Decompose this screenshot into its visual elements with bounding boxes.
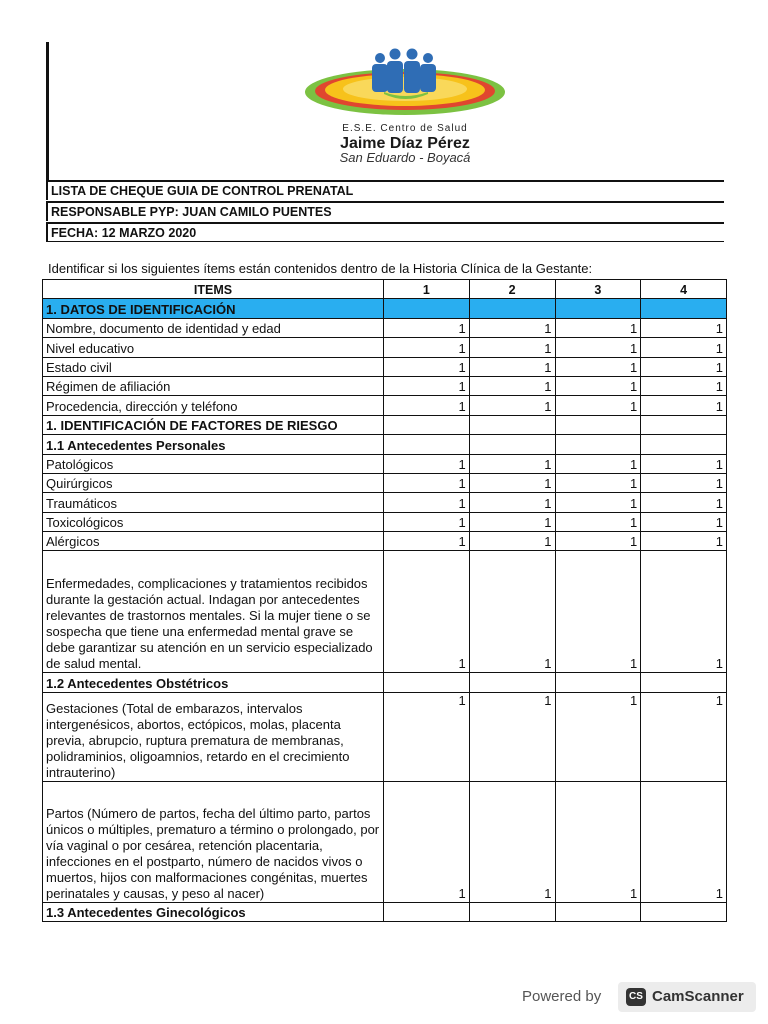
cell-value	[384, 673, 470, 692]
row-label: Patológicos	[43, 454, 384, 473]
cell-value: 1	[384, 493, 470, 512]
table-row	[43, 473, 727, 492]
cell-value: 1	[641, 781, 727, 902]
cell-value: 1	[384, 318, 470, 337]
column-header-4: 4	[641, 280, 727, 299]
cell-value	[469, 673, 555, 692]
cell-value: 1	[555, 318, 641, 337]
cell-value: 1	[641, 551, 727, 673]
cell-value	[555, 902, 641, 921]
camscanner-brand: CamScanner	[652, 988, 744, 1005]
cell-value: 1	[469, 532, 555, 551]
cell-value: 1	[555, 376, 641, 395]
cell-value	[384, 435, 470, 454]
cell-value: 1	[469, 551, 555, 673]
cell-value: 1	[641, 357, 727, 376]
table-row	[43, 781, 727, 902]
cell-value: 1	[555, 692, 641, 781]
cell-value	[469, 415, 555, 434]
row-label: 1.3 Antecedentes Ginecológicos	[43, 902, 384, 921]
cell-value	[641, 435, 727, 454]
row-label: Procedencia, dirección y teléfono	[43, 396, 384, 415]
table-row	[43, 396, 727, 415]
cell-value: 1	[384, 473, 470, 492]
subsection-row	[43, 435, 727, 454]
cell-value: 1	[469, 357, 555, 376]
camscanner-logo-icon: CS	[626, 988, 646, 1006]
cell-value: 1	[384, 692, 470, 781]
cell-value	[555, 415, 641, 434]
cell-value: 1	[555, 781, 641, 902]
cell-value: 1	[555, 396, 641, 415]
column-header-items: ITEMS	[43, 280, 384, 299]
cell-value: 1	[469, 781, 555, 902]
cell-value	[384, 415, 470, 434]
cell-value: 1	[469, 493, 555, 512]
cell-value: 1	[469, 338, 555, 357]
cell-value: 1	[384, 376, 470, 395]
cell-value	[555, 673, 641, 692]
row-label: Partos (Número de partos, fecha del último parto, partos únicos o múltiples, prematuro a término o prolongado, por vía vaginal o por cesárea, retención placentaria, infecciones en el postparto, número de nacidos vivos o muertos, hijos con malformaciones congénitas, muertes perinatales y causas, y peso al nacer)	[43, 781, 384, 902]
cell-value	[384, 299, 470, 318]
intro-instruction: Identificar si los siguientes ítems están contenidos dentro de la Historia Clínica de la Gestante:	[48, 261, 593, 276]
column-header-3: 3	[555, 280, 641, 299]
column-header-1: 1	[384, 280, 470, 299]
cell-value: 1	[469, 473, 555, 492]
cell-value: 1	[469, 376, 555, 395]
health-center-logo-icon	[300, 44, 510, 116]
cell-value: 1	[384, 338, 470, 357]
section-row	[43, 415, 727, 434]
info-bottom-border	[46, 241, 724, 242]
org-name: Jaime Díaz Pérez	[340, 135, 470, 152]
table-row	[43, 692, 727, 781]
cell-value	[469, 299, 555, 318]
cell-value: 1	[641, 512, 727, 531]
table-row	[43, 551, 727, 673]
checklist-table	[42, 279, 727, 922]
row-label: Enfermedades, complicaciones y tratamientos recibidos durante la gestación actual. Indagan por antecedentes relevantes de trastornos mentales. Si la mujer tiene o se sospecha que tiene una enfermedad mental grave se debe garantizar su atención en un servicio especializado de salud mental.	[43, 551, 384, 673]
cell-value	[384, 902, 470, 921]
cell-value: 1	[641, 692, 727, 781]
cell-value: 1	[641, 396, 727, 415]
cell-value: 1	[469, 318, 555, 337]
cell-value	[641, 299, 727, 318]
cell-value	[641, 902, 727, 921]
subsection-row	[43, 902, 727, 921]
table-row	[43, 512, 727, 531]
row-label: Régimen de afiliación	[43, 376, 384, 395]
cell-value: 1	[384, 532, 470, 551]
section-row	[43, 299, 727, 318]
cell-value: 1	[384, 512, 470, 531]
row-label: Nivel educativo	[43, 338, 384, 357]
left-margin-line	[46, 42, 49, 182]
org-subtitle: E.S.E. Centro de Salud	[342, 123, 468, 134]
cell-value: 1	[384, 781, 470, 902]
cell-value	[555, 435, 641, 454]
cell-value: 1	[555, 512, 641, 531]
cell-value: 1	[641, 532, 727, 551]
row-label: Traumáticos	[43, 493, 384, 512]
subsection-row	[43, 673, 727, 692]
cell-value: 1	[555, 357, 641, 376]
table-row	[43, 357, 727, 376]
cell-value: 1	[641, 454, 727, 473]
row-label: Estado civil	[43, 357, 384, 376]
row-label: 1. IDENTIFICACIÓN DE FACTORES DE RIESGO	[43, 415, 384, 434]
row-label: 1.1 Antecedentes Personales	[43, 435, 384, 454]
table-row	[43, 454, 727, 473]
cell-value: 1	[641, 493, 727, 512]
responsible-line: RESPONSABLE PYP: JUAN CAMILO PUENTES	[46, 201, 724, 221]
cell-value	[641, 415, 727, 434]
cell-value: 1	[641, 473, 727, 492]
row-label: Alérgicos	[43, 532, 384, 551]
powered-by-text: Powered by	[522, 988, 602, 1005]
table-row	[43, 376, 727, 395]
cell-value: 1	[384, 551, 470, 673]
cell-value: 1	[384, 357, 470, 376]
row-label: Nombre, documento de identidad y edad	[43, 318, 384, 337]
cell-value: 1	[555, 338, 641, 357]
table-row	[43, 318, 727, 337]
cell-value	[469, 435, 555, 454]
cell-value: 1	[384, 454, 470, 473]
cell-value: 1	[384, 396, 470, 415]
table-row	[43, 338, 727, 357]
cell-value: 1	[555, 551, 641, 673]
row-label: 1. DATOS DE IDENTIFICACIÓN	[43, 299, 384, 318]
cell-value	[469, 902, 555, 921]
cell-value: 1	[641, 338, 727, 357]
date-line: FECHA: 12 MARZO 2020	[46, 222, 724, 242]
cell-value: 1	[469, 512, 555, 531]
cell-value: 1	[469, 454, 555, 473]
cell-value: 1	[641, 376, 727, 395]
cell-value	[555, 299, 641, 318]
document-title: LISTA DE CHEQUE GUIA DE CONTROL PRENATAL	[46, 180, 724, 200]
cell-value: 1	[469, 396, 555, 415]
cell-value: 1	[555, 532, 641, 551]
table-row	[43, 532, 727, 551]
org-location: San Eduardo - Boyacá	[339, 150, 471, 165]
cell-value: 1	[555, 473, 641, 492]
cell-value: 1	[555, 454, 641, 473]
table-header-row	[43, 280, 727, 299]
cell-value: 1	[555, 493, 641, 512]
cell-value	[641, 673, 727, 692]
table-row	[43, 493, 727, 512]
row-label: 1.2 Antecedentes Obstétricos	[43, 673, 384, 692]
row-label: Gestaciones (Total de embarazos, intervalos intergenésicos, abortos, ectópicos, molas, placenta previa, abrupcio, ruptura prematura de membranas, polidraminios, oligoamnios, retardo en el crecimiento intrauterino)	[43, 692, 384, 781]
camscanner-badge	[618, 982, 756, 1012]
cell-value: 1	[469, 692, 555, 781]
row-label: Toxicológicos	[43, 512, 384, 531]
cell-value: 1	[641, 318, 727, 337]
row-label: Quirúrgicos	[43, 473, 384, 492]
column-header-2: 2	[469, 280, 555, 299]
